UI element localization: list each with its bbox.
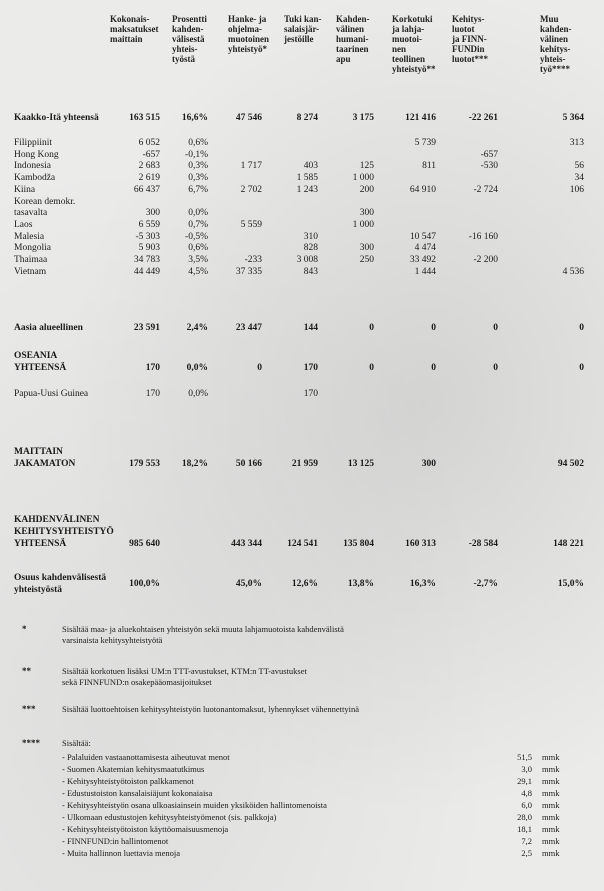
footnote-text: Sisältää luottoehtoisen kehitysyhteistyön luotonantomaksut, lyhennykset vähennettyinä xyxy=(62,704,359,714)
breakdown-text: - FINNFUND:in hallintomenot xyxy=(62,836,169,846)
row-label: Laos xyxy=(14,219,33,230)
breakdown-value: 4,8 xyxy=(521,788,532,798)
cell-value: 828 xyxy=(303,243,318,254)
cell-value: 94 502 xyxy=(557,459,584,469)
footnote-mark: *** xyxy=(22,704,36,714)
cell-value: 160 313 xyxy=(405,539,436,549)
table-row xyxy=(0,137,604,149)
cell-value: 0 xyxy=(493,323,498,333)
cell-value: 0,6% xyxy=(188,138,208,148)
cell-value: 0,6% xyxy=(188,243,208,254)
cell-value: 124 541 xyxy=(287,539,318,549)
breakdown-unit: mmk xyxy=(542,836,560,846)
cell-value: 300 xyxy=(145,208,160,219)
cell-value: 250 xyxy=(359,255,374,265)
row-label: Kiina xyxy=(14,184,36,195)
table-row xyxy=(0,231,604,243)
column-header: Tuki kan- salaisjär- jestöille xyxy=(284,14,322,44)
cell-value: 0 xyxy=(431,323,436,333)
cell-value: 0 xyxy=(579,363,584,373)
row-label: Osuus kahdenvälisestä yhteistyöstä xyxy=(14,573,107,595)
cell-value: 34 xyxy=(574,173,584,184)
list-item xyxy=(62,812,582,823)
breakdown-unit: mmk xyxy=(542,764,560,774)
table-row xyxy=(0,388,604,400)
breakdown-value: 28,0 xyxy=(517,812,532,822)
cell-value: 0,3% xyxy=(188,161,208,172)
cell-value: -657 xyxy=(142,149,160,160)
cell-value: -0,1% xyxy=(185,149,208,160)
cell-value: 100,0% xyxy=(129,579,160,589)
footnote-text: Sisältää maa- ja aluekohtaisen yhteistyön sekä muuta lahjamuotoista kahdenvälistä varsinaista kehitysyhteistyötä xyxy=(62,624,344,645)
footnote-mark: * xyxy=(22,624,27,634)
cell-value: 45,0% xyxy=(235,579,262,589)
table-row xyxy=(0,254,604,266)
cell-value: 843 xyxy=(303,266,318,277)
cell-value: 163 515 xyxy=(129,113,160,123)
cell-value: -2 200 xyxy=(473,255,498,265)
table-row xyxy=(0,184,604,196)
cell-value: -233 xyxy=(244,255,262,265)
cell-value: 6 559 xyxy=(138,219,160,230)
cell-value: -2 724 xyxy=(473,184,498,195)
breakdown-text: - Kehitysyhteistyön osana ulkoasiainsein muiden yksiköiden hallintomenoista xyxy=(62,800,327,810)
cell-value: 200 xyxy=(359,184,374,195)
list-item xyxy=(62,800,582,811)
cell-value: 2,4% xyxy=(186,323,208,333)
cell-value: 5 559 xyxy=(240,219,262,230)
cell-value: -28 584 xyxy=(468,539,498,549)
breakdown-text: - Kehitysyhteistyötoiston käyttöomaisuusmenoja xyxy=(62,824,229,834)
table-row xyxy=(0,219,604,231)
breakdown-unit: mmk xyxy=(542,776,560,786)
list-item xyxy=(62,848,582,859)
cell-value: 0,0% xyxy=(188,389,208,399)
footnote-mark: **** xyxy=(22,738,40,748)
breakdown-unit: mmk xyxy=(542,812,560,822)
cell-value: 0 xyxy=(579,323,584,333)
cell-value: 66 437 xyxy=(133,184,160,195)
cell-value: 3 175 xyxy=(352,113,374,123)
cell-value: 135 804 xyxy=(343,539,374,549)
breakdown-value: 3,0 xyxy=(521,764,532,774)
cell-value: 44 449 xyxy=(133,266,160,277)
cell-value: 47 546 xyxy=(235,113,262,123)
breakdown-text: - Muita hallinnon luettavia menoja xyxy=(62,848,181,858)
cell-value: 33 492 xyxy=(409,255,436,265)
cell-value: 1 000 xyxy=(352,219,374,230)
breakdown-value: 29,1 xyxy=(517,776,532,786)
cell-value: 0,0% xyxy=(188,208,208,219)
cell-value: 0,7% xyxy=(188,219,208,230)
cell-value: 3,5% xyxy=(188,255,208,265)
cell-value: 18,2% xyxy=(181,459,208,469)
column-header: Kahden- välinen humani- taarinen apu xyxy=(336,14,370,64)
cell-value: 1 585 xyxy=(296,173,318,184)
cell-value: 0,3% xyxy=(188,173,208,184)
cell-value: 13 125 xyxy=(347,459,374,469)
breakdown-text: - Palaluiden vastaanottamisesta aiheutuvat menot xyxy=(62,752,230,762)
cell-value: -5 303 xyxy=(135,231,160,242)
cell-value: 16,6% xyxy=(181,113,208,123)
list-item xyxy=(62,776,582,787)
table-row xyxy=(0,266,604,278)
cell-value: 170 xyxy=(145,363,160,373)
row-label: Papua-Uusi Guinea xyxy=(14,389,89,399)
region-total-row xyxy=(0,350,604,373)
region-total-row xyxy=(0,112,604,124)
cell-value: 13,8% xyxy=(347,579,374,589)
list-item xyxy=(62,836,582,847)
cell-value: 1 444 xyxy=(414,266,436,277)
breakdown-unit: mmk xyxy=(542,848,560,858)
cell-value: 179 553 xyxy=(129,459,160,469)
cell-value: 5 364 xyxy=(562,113,584,123)
cell-value: 4 474 xyxy=(414,243,436,254)
cell-value: 50 166 xyxy=(235,459,262,469)
row-label: Hong Kong xyxy=(14,149,59,160)
breakdown-text: - Ulkomaan edustustojen kehitysyhteistyömenot (sis. palkkoja) xyxy=(62,812,277,822)
list-item xyxy=(62,824,582,835)
cell-value: -657 xyxy=(480,149,498,160)
breakdown-value: 6,0 xyxy=(521,800,532,810)
region-total-row xyxy=(0,322,604,334)
breakdown-text: - Suomen Akatemian kehitysmaatutkimus xyxy=(62,764,205,774)
unallocated-row xyxy=(0,446,604,469)
row-label: Kambodža xyxy=(14,173,56,184)
cell-value: 64 910 xyxy=(409,184,436,195)
cell-value: 148 221 xyxy=(553,539,584,549)
breakdown-value: 2,5 xyxy=(521,848,532,858)
cell-value: 313 xyxy=(569,138,584,148)
breakdown-value: 51,5 xyxy=(517,752,532,762)
cell-value: -22 261 xyxy=(468,113,498,123)
cell-value: -16 160 xyxy=(468,231,498,242)
cell-value: 300 xyxy=(359,243,374,254)
cell-value: 0 xyxy=(369,363,374,373)
cell-value: 34 783 xyxy=(133,255,160,265)
column-header: Hanke- ja ohjelma- muotoinen yhteistyö* xyxy=(228,14,270,54)
share-row xyxy=(0,572,604,595)
cell-value: 0 xyxy=(493,363,498,373)
table-row xyxy=(0,172,604,184)
cell-value: 8 274 xyxy=(296,113,318,123)
column-header: Korkotuki ja lahja- muotoi- nen teollinen yhteistyö** xyxy=(392,14,436,74)
breakdown-unit: mmk xyxy=(542,800,560,810)
cell-value: 310 xyxy=(303,231,318,242)
cell-value: 106 xyxy=(569,184,584,195)
cell-value: 16,3% xyxy=(409,579,436,589)
cell-value: 443 344 xyxy=(231,539,262,549)
cell-value: 300 xyxy=(421,459,436,469)
table-row xyxy=(0,207,604,219)
cell-value: 21 959 xyxy=(291,459,318,469)
footnote-text: Sisältää: xyxy=(62,738,91,748)
cell-value: -2,7% xyxy=(473,579,498,589)
cell-value: 300 xyxy=(359,208,374,219)
cell-value: 4,5% xyxy=(188,266,208,277)
row-label: OSEANIA YHTEENSÄ xyxy=(14,351,67,373)
column-header: Kehitys- luotot ja FINN- FUNDin luotot*** xyxy=(452,14,488,64)
cell-value: 0,0% xyxy=(186,363,208,373)
cell-value: 170 xyxy=(303,389,318,399)
cell-value: -530 xyxy=(480,161,498,172)
cell-value: 2 683 xyxy=(138,161,160,172)
breakdown-text: - Kehitysyhteistyötoiston palkkamenot xyxy=(62,776,194,786)
cell-value: 4 536 xyxy=(562,266,584,277)
cell-value: 3 008 xyxy=(296,255,318,265)
cell-value: 12,6% xyxy=(291,579,318,589)
row-label: Filippiinit xyxy=(14,138,53,148)
row-label: Thaimaa xyxy=(14,255,48,265)
column-header: Muu kahden- välinen kehitys- yhteis- työ**** xyxy=(540,14,572,74)
cell-value: 6 052 xyxy=(138,138,160,148)
breakdown-value: 7,2 xyxy=(521,836,532,846)
table-row xyxy=(0,160,604,172)
table-row xyxy=(0,196,604,208)
list-item xyxy=(62,752,582,763)
column-header: Prosentti kahden- välisestä yhteis- työstä xyxy=(172,14,207,64)
row-label: Malesia xyxy=(14,231,45,242)
cell-value: 170 xyxy=(303,363,318,373)
breakdown-text: - Edustustoiston kansalaisiäjunt kokonaiaisa xyxy=(62,788,213,798)
cell-value: 5 903 xyxy=(138,243,160,254)
table-row xyxy=(0,149,604,161)
cell-value: -0,5% xyxy=(185,231,208,242)
cell-value: 10 547 xyxy=(409,231,436,242)
list-item xyxy=(62,788,582,799)
row-label: tasavalta xyxy=(14,208,48,219)
breakdown-unit: mmk xyxy=(542,824,560,834)
row-label: Korean demokr. xyxy=(14,196,76,207)
cell-value: 15,0% xyxy=(557,579,584,589)
cell-value: 1 717 xyxy=(240,161,262,172)
row-label: KAHDENVÄLINEN KEHITYSYHTEISTYÖ YHTEENSÄ xyxy=(14,515,114,549)
bilateral-total-row xyxy=(0,514,604,549)
cell-value: 144 xyxy=(303,323,318,333)
row-label: Mongolia xyxy=(14,243,51,254)
cell-value: 0 xyxy=(369,323,374,333)
cell-value: 1 243 xyxy=(296,184,318,195)
cell-value: 811 xyxy=(422,161,436,172)
cell-value: 23 591 xyxy=(133,323,160,333)
cell-value: 6,7% xyxy=(188,184,208,195)
row-label: MAITTAIN JAKAMATON xyxy=(14,447,76,469)
breakdown-unit: mmk xyxy=(542,788,560,798)
cell-value: 23 447 xyxy=(235,323,262,333)
cell-value: 121 416 xyxy=(405,113,436,123)
cell-value: 2 619 xyxy=(138,173,160,184)
breakdown-value: 18,1 xyxy=(517,824,532,834)
footnote-text: Sisältää korkotuen lisäksi UM:n TTT-avustukset, KTM:n TT-avustukset sekä FINNFUND:n osakepääomasijoitukset xyxy=(62,666,307,687)
footnote-mark: ** xyxy=(22,666,31,676)
cell-value: 170 xyxy=(145,389,160,399)
cell-value: 5 739 xyxy=(414,138,436,148)
column-header: Kokonais- maksatukset maittain xyxy=(110,14,159,44)
cell-value: 2 702 xyxy=(240,184,262,195)
breakdown-unit: mmk xyxy=(542,752,560,762)
row-label: Vietnam xyxy=(14,266,47,277)
list-item xyxy=(62,764,582,775)
cell-value: 1 000 xyxy=(352,173,374,184)
cell-value: 403 xyxy=(303,161,318,172)
cell-value: 56 xyxy=(574,161,584,172)
cell-value: 37 335 xyxy=(235,266,262,277)
cell-value: 125 xyxy=(359,161,374,172)
table-row xyxy=(0,242,604,254)
row-label: Aasia alueellinen xyxy=(14,323,83,333)
row-label: Indonesia xyxy=(14,161,51,172)
cell-value: 985 640 xyxy=(129,539,160,549)
cell-value: 0 xyxy=(431,363,436,373)
row-label: Kaakko-Itä yhteensä xyxy=(14,113,99,123)
cell-value: 0 xyxy=(257,363,262,373)
